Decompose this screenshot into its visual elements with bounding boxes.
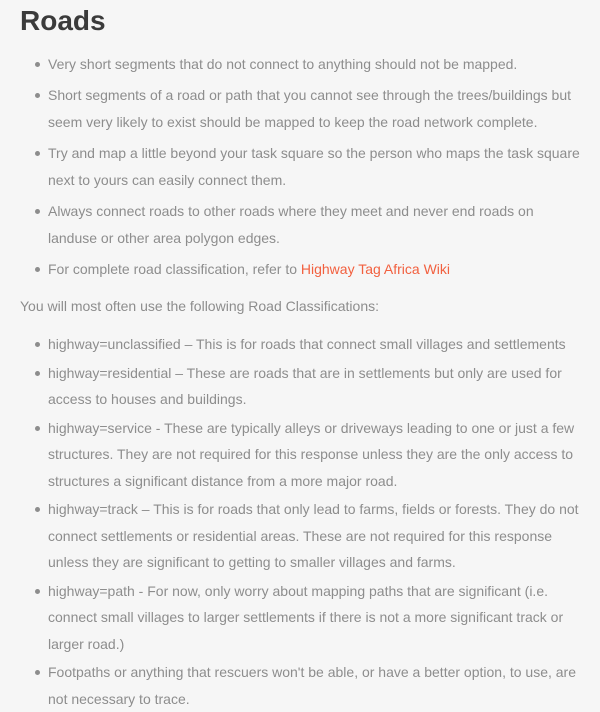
list-item: [48, 198, 585, 252]
list-item: [48, 51, 585, 78]
list-item: [48, 415, 585, 495]
list-item: [48, 140, 585, 194]
classification-text: highway=track – This is for roads that only lead to farms, fields or forests. They do not connect settlements or residential areas. These are not required for this response unless they are significant to getting to smaller villages and farms.: [48, 501, 579, 570]
list-item: [48, 496, 585, 576]
classification-text: highway=path - For now, only worry about mapping paths that are significant (i.e. connect small villages to larger settlements if there is not a more significant track or larger road.): [48, 582, 564, 652]
page-title: Roads: [20, 5, 106, 36]
classification-text: highway=unclassified – This is for roads that connect small villages and settlements: [48, 336, 566, 352]
guideline-text: For complete road classification, refer to: [48, 261, 301, 277]
classification-text: highway=service - These are typically alleys or driveways leading to one or just a few structures. They are not required for this response unless they are the only access to structures a significant distance from a more major road.: [48, 419, 575, 489]
guideline-text: Very short segments that do not connect to anything should not be mapped.: [48, 56, 518, 72]
road-classifications-list: [20, 331, 585, 712]
guideline-text: Short segments of a road or path that you cannot see through the trees/buildings but seem very likely to exist should be mapped to keep the road network complete.: [48, 87, 572, 130]
classification-intro-text: You will most often use the following Road Classifications:: [20, 298, 380, 314]
list-item: [48, 659, 585, 712]
list-item: [48, 360, 585, 413]
list-item: [48, 82, 585, 136]
list-item: [48, 256, 585, 283]
list-item: [48, 578, 585, 658]
classification-text: Footpaths or anything that rescuers won't be able, or have a better option, to use, are not necessary to trace.: [48, 664, 576, 707]
road-guidelines-list: [20, 51, 585, 283]
guideline-text: Always connect roads to other roads where they meet and never end roads on landuse or other area polygon edges.: [48, 203, 534, 246]
list-item: [48, 331, 585, 358]
highway-tag-africa-wiki-link[interactable]: Highway Tag Africa Wiki: [300, 261, 451, 277]
classification-text: highway=residential – These are roads that are in settlements but only are used for access to houses and buildings.: [48, 364, 562, 407]
guideline-text: Try and map a little beyond your task square so the person who maps the task square next to yours can easily connect them.: [48, 145, 580, 188]
